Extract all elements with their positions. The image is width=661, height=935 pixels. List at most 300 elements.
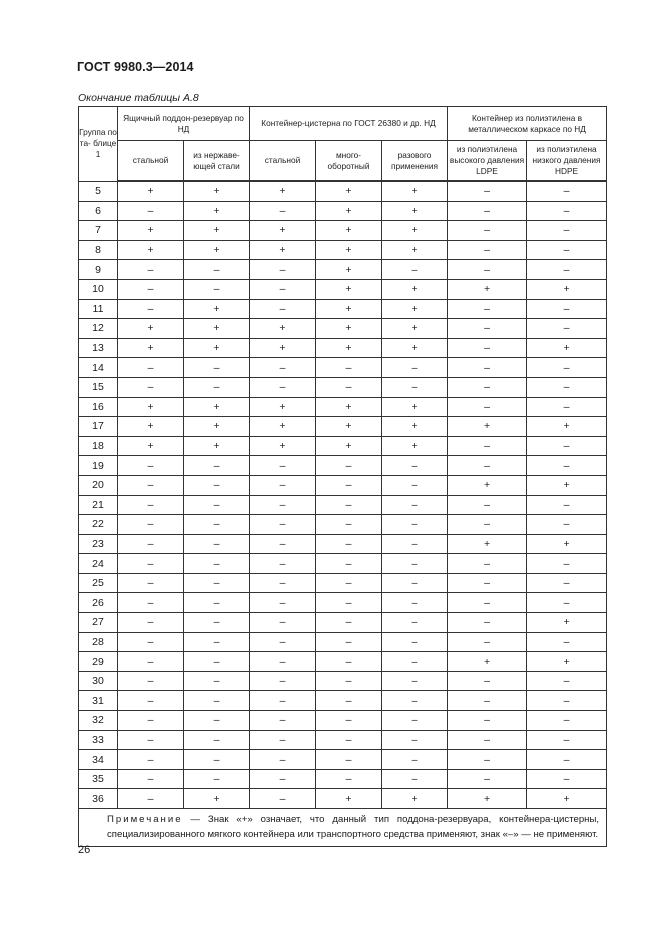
- document-title: ГОСТ 9980.3—2014: [77, 60, 194, 74]
- table-cell: –: [184, 534, 250, 554]
- table-cell: –: [250, 711, 316, 731]
- table-cell: –: [527, 632, 607, 652]
- table-cell: +: [184, 789, 250, 809]
- table-cell: –: [382, 260, 448, 280]
- group-column-header: Группа по та- блице 1: [79, 107, 118, 182]
- table-cell: –: [316, 534, 382, 554]
- table-cell: –: [448, 515, 527, 535]
- table-cell: –: [448, 613, 527, 633]
- table-cell: –: [527, 671, 607, 691]
- table-row: [79, 573, 607, 593]
- table-cell: –: [527, 358, 607, 378]
- table-cell: –: [527, 436, 607, 456]
- table-caption: Окончание таблицы А.8: [78, 92, 199, 104]
- table-cell: –: [250, 377, 316, 397]
- table-cell: –: [382, 495, 448, 515]
- table-cell: +: [448, 417, 527, 437]
- table-row: [79, 730, 607, 750]
- group-number-cell: 31: [79, 691, 118, 711]
- table-row: [79, 221, 607, 241]
- table-cell: –: [184, 730, 250, 750]
- table-cell: –: [250, 691, 316, 711]
- table-cell: –: [118, 299, 184, 319]
- table-cell: –: [448, 338, 527, 358]
- table-cell: –: [316, 671, 382, 691]
- group-number-cell: 7: [79, 221, 118, 241]
- table-cell: +: [118, 397, 184, 417]
- table-cell: +: [316, 436, 382, 456]
- table-cell: +: [250, 319, 316, 339]
- table-cell: –: [448, 240, 527, 260]
- table-cell: –: [316, 750, 382, 770]
- table-cell: –: [448, 299, 527, 319]
- table-cell: –: [382, 652, 448, 672]
- table-cell: +: [316, 338, 382, 358]
- table-cell: +: [118, 319, 184, 339]
- subheader-stainless-pallet: из нержаве- ющей стали: [184, 141, 250, 182]
- note-text: — Знак «+» означает, что данный тип поддона-резервуара, контейнера-цистерны, специализированного мягкого контейнера или транспортного средства применяют, знак «–» — не применяют.: [107, 814, 600, 840]
- table-cell: –: [448, 554, 527, 574]
- table-cell: +: [184, 181, 250, 201]
- table-cell: –: [316, 632, 382, 652]
- table-cell: –: [316, 515, 382, 535]
- table-cell: –: [527, 319, 607, 339]
- table-cell: +: [527, 789, 607, 809]
- table-cell: –: [527, 750, 607, 770]
- table-cell: –: [118, 671, 184, 691]
- table-cell: +: [448, 279, 527, 299]
- group-number-cell: 6: [79, 201, 118, 221]
- table-cell: –: [118, 711, 184, 731]
- table-cell: +: [250, 181, 316, 201]
- table-cell: –: [382, 769, 448, 789]
- table-cell: +: [184, 436, 250, 456]
- table-cell: +: [316, 201, 382, 221]
- table-cell: –: [184, 456, 250, 476]
- table-cell: –: [316, 652, 382, 672]
- table-cell: –: [118, 652, 184, 672]
- table-row: [79, 417, 607, 437]
- table-cell: –: [316, 711, 382, 731]
- table-cell: –: [118, 475, 184, 495]
- table-row: [79, 711, 607, 731]
- table-cell: –: [250, 573, 316, 593]
- table-cell: –: [527, 691, 607, 711]
- group-number-cell: 34: [79, 750, 118, 770]
- table-cell: –: [118, 593, 184, 613]
- table-cell: –: [316, 475, 382, 495]
- table-cell: –: [527, 240, 607, 260]
- table-cell: –: [382, 750, 448, 770]
- table-row: [79, 201, 607, 221]
- table-cell: +: [316, 319, 382, 339]
- table-cell: –: [527, 515, 607, 535]
- group-number-cell: 10: [79, 279, 118, 299]
- table-cell: –: [118, 613, 184, 633]
- header-row-groups: [79, 107, 607, 141]
- subheader-ldpe: из полиэтилена высокого давления LDPE: [448, 141, 527, 182]
- table-cell: –: [382, 377, 448, 397]
- table-cell: +: [250, 397, 316, 417]
- table-cell: –: [448, 319, 527, 339]
- table-row: [79, 240, 607, 260]
- table-cell: +: [250, 240, 316, 260]
- group-number-cell: 24: [79, 554, 118, 574]
- table-cell: +: [118, 436, 184, 456]
- table-cell: –: [184, 750, 250, 770]
- table-row: [79, 632, 607, 652]
- subheader-reusable-tank: много- оборотный: [316, 141, 382, 182]
- table-cell: –: [184, 632, 250, 652]
- group-number-cell: 29: [79, 652, 118, 672]
- table-row: [79, 397, 607, 417]
- table-cell: +: [382, 221, 448, 241]
- table-cell: –: [527, 377, 607, 397]
- table-cell: +: [527, 279, 607, 299]
- table-cell: –: [527, 769, 607, 789]
- table-body: [79, 181, 607, 809]
- group-number-cell: 28: [79, 632, 118, 652]
- group-number-cell: 35: [79, 769, 118, 789]
- table-row: [79, 456, 607, 476]
- table-cell: –: [448, 260, 527, 280]
- table-cell: +: [448, 789, 527, 809]
- table-cell: –: [184, 260, 250, 280]
- table-row: [79, 671, 607, 691]
- group-header-tank-container: Контейнер-цистерна по ГОСТ 26380 и др. НД: [250, 107, 448, 141]
- table-cell: –: [118, 534, 184, 554]
- table-cell: –: [448, 573, 527, 593]
- table-cell: –: [118, 456, 184, 476]
- table-cell: –: [250, 554, 316, 574]
- table-cell: –: [448, 221, 527, 241]
- group-number-cell: 16: [79, 397, 118, 417]
- table-row: [79, 769, 607, 789]
- table-cell: –: [250, 279, 316, 299]
- table-cell: –: [382, 475, 448, 495]
- group-number-cell: 5: [79, 181, 118, 201]
- table-cell: –: [118, 632, 184, 652]
- table-cell: –: [316, 593, 382, 613]
- table-cell: +: [316, 789, 382, 809]
- table-cell: +: [184, 240, 250, 260]
- table-cell: –: [527, 730, 607, 750]
- table-cell: +: [250, 221, 316, 241]
- group-number-cell: 11: [79, 299, 118, 319]
- table-row: [79, 436, 607, 456]
- table-cell: –: [118, 750, 184, 770]
- table-cell: +: [184, 417, 250, 437]
- group-number-cell: 18: [79, 436, 118, 456]
- table-row: [79, 534, 607, 554]
- table-cell: +: [316, 221, 382, 241]
- table-cell: +: [316, 240, 382, 260]
- group-number-cell: 30: [79, 671, 118, 691]
- table-row: [79, 475, 607, 495]
- compatibility-table: [78, 106, 607, 847]
- table-cell: +: [527, 338, 607, 358]
- table-row: [79, 377, 607, 397]
- table-cell: –: [448, 730, 527, 750]
- group-number-cell: 20: [79, 475, 118, 495]
- table-cell: –: [250, 515, 316, 535]
- table-cell: +: [448, 652, 527, 672]
- table-cell: +: [382, 436, 448, 456]
- table-cell: –: [250, 750, 316, 770]
- table-cell: –: [382, 632, 448, 652]
- note-row: [79, 809, 607, 847]
- table-cell: –: [527, 201, 607, 221]
- table-cell: –: [527, 299, 607, 319]
- table-cell: –: [448, 495, 527, 515]
- table-cell: +: [382, 299, 448, 319]
- table-cell: +: [250, 436, 316, 456]
- table-cell: –: [184, 769, 250, 789]
- table-cell: –: [316, 456, 382, 476]
- table-cell: –: [448, 201, 527, 221]
- table-row: [79, 279, 607, 299]
- table-cell: +: [382, 319, 448, 339]
- group-number-cell: 26: [79, 593, 118, 613]
- table-cell: –: [250, 260, 316, 280]
- table-row: [79, 593, 607, 613]
- table-cell: –: [250, 358, 316, 378]
- table-cell: +: [382, 338, 448, 358]
- table-cell: –: [382, 534, 448, 554]
- table-row: [79, 495, 607, 515]
- table-row: [79, 554, 607, 574]
- table-cell: +: [382, 397, 448, 417]
- table-cell: –: [118, 769, 184, 789]
- table-cell: –: [448, 711, 527, 731]
- table-cell: –: [118, 495, 184, 515]
- table-cell: +: [184, 201, 250, 221]
- table-row: [79, 515, 607, 535]
- table-cell: –: [527, 221, 607, 241]
- table-cell: –: [184, 671, 250, 691]
- table-cell: –: [250, 730, 316, 750]
- table-cell: +: [118, 417, 184, 437]
- table-cell: –: [448, 769, 527, 789]
- table-cell: –: [118, 554, 184, 574]
- table-cell: +: [382, 201, 448, 221]
- table-cell: –: [316, 730, 382, 750]
- table-cell: –: [382, 593, 448, 613]
- table-row: [79, 652, 607, 672]
- group-number-cell: 23: [79, 534, 118, 554]
- table-cell: –: [382, 456, 448, 476]
- table-cell: +: [382, 417, 448, 437]
- table-cell: +: [184, 338, 250, 358]
- table-cell: –: [316, 377, 382, 397]
- table-cell: –: [184, 515, 250, 535]
- table-cell: +: [527, 534, 607, 554]
- table-cell: –: [448, 750, 527, 770]
- subheader-steel-tank: стальной: [250, 141, 316, 182]
- group-header-polyethylene-container: Контейнер из полиэтилена в металлическом каркасе по НД: [448, 107, 607, 141]
- table-cell: +: [250, 338, 316, 358]
- table-cell: +: [382, 240, 448, 260]
- table-cell: –: [118, 377, 184, 397]
- table-cell: –: [527, 181, 607, 201]
- table-row: [79, 181, 607, 201]
- table-row: [79, 338, 607, 358]
- table-cell: –: [118, 358, 184, 378]
- table-cell: +: [118, 240, 184, 260]
- table-cell: –: [448, 397, 527, 417]
- table-cell: –: [448, 593, 527, 613]
- group-header-pallet-tank: Ящичный поддон-резервуар по НД: [118, 107, 250, 141]
- table-row: [79, 319, 607, 339]
- table-cell: –: [184, 573, 250, 593]
- table-cell: –: [184, 475, 250, 495]
- table-cell: –: [316, 554, 382, 574]
- table-cell: –: [118, 691, 184, 711]
- header-row-subtypes: [79, 141, 607, 182]
- table-cell: –: [527, 397, 607, 417]
- note-label: Примечание: [107, 814, 183, 825]
- group-number-cell: 14: [79, 358, 118, 378]
- group-number-cell: 8: [79, 240, 118, 260]
- table-row: [79, 613, 607, 633]
- table-cell: –: [184, 593, 250, 613]
- table-cell: –: [448, 358, 527, 378]
- group-number-cell: 15: [79, 377, 118, 397]
- table-cell: +: [382, 789, 448, 809]
- table-cell: +: [527, 417, 607, 437]
- table-cell: –: [250, 201, 316, 221]
- table-cell: +: [448, 534, 527, 554]
- table-cell: +: [527, 652, 607, 672]
- table-cell: +: [316, 260, 382, 280]
- table-cell: –: [184, 377, 250, 397]
- table-cell: –: [250, 593, 316, 613]
- table-cell: +: [316, 397, 382, 417]
- table-cell: +: [316, 417, 382, 437]
- table-cell: –: [527, 260, 607, 280]
- table-cell: +: [184, 397, 250, 417]
- group-number-cell: 13: [79, 338, 118, 358]
- table-cell: –: [448, 377, 527, 397]
- table-cell: –: [382, 554, 448, 574]
- table-cell: –: [250, 299, 316, 319]
- page-number: 26: [78, 844, 91, 856]
- table-cell: +: [316, 279, 382, 299]
- table-note: [79, 809, 607, 847]
- table-cell: +: [382, 181, 448, 201]
- table-cell: –: [118, 201, 184, 221]
- table-cell: –: [184, 711, 250, 731]
- table-cell: –: [184, 358, 250, 378]
- table-cell: –: [527, 573, 607, 593]
- table-cell: –: [184, 613, 250, 633]
- table-cell: –: [250, 534, 316, 554]
- table-cell: +: [118, 221, 184, 241]
- table-cell: –: [316, 358, 382, 378]
- table-cell: +: [527, 613, 607, 633]
- group-number-cell: 9: [79, 260, 118, 280]
- subheader-steel-pallet: стальной: [118, 141, 184, 182]
- group-number-cell: 19: [79, 456, 118, 476]
- table-cell: –: [118, 260, 184, 280]
- table-cell: –: [448, 632, 527, 652]
- table-cell: –: [250, 652, 316, 672]
- table-cell: –: [184, 554, 250, 574]
- table-row: [79, 750, 607, 770]
- group-number-cell: 21: [79, 495, 118, 515]
- table-row: [79, 358, 607, 378]
- table-cell: –: [527, 495, 607, 515]
- table-cell: –: [250, 613, 316, 633]
- group-number-cell: 33: [79, 730, 118, 750]
- table-cell: –: [118, 515, 184, 535]
- table-cell: –: [250, 789, 316, 809]
- table-cell: +: [118, 338, 184, 358]
- table-cell: –: [527, 554, 607, 574]
- table-cell: –: [316, 613, 382, 633]
- table-cell: –: [316, 691, 382, 711]
- table-cell: –: [250, 671, 316, 691]
- table-cell: –: [448, 436, 527, 456]
- subheader-hdpe: из полиэтилена низкого давления HDPE: [527, 141, 607, 182]
- table-cell: –: [527, 593, 607, 613]
- table-cell: –: [382, 515, 448, 535]
- table-cell: –: [250, 475, 316, 495]
- table-cell: +: [527, 475, 607, 495]
- table-cell: –: [118, 730, 184, 750]
- table-cell: –: [118, 789, 184, 809]
- group-number-cell: 17: [79, 417, 118, 437]
- table-row: [79, 299, 607, 319]
- group-number-cell: 25: [79, 573, 118, 593]
- table-cell: –: [382, 671, 448, 691]
- table-cell: +: [184, 299, 250, 319]
- table-cell: –: [250, 632, 316, 652]
- table-cell: –: [527, 711, 607, 731]
- table-cell: –: [184, 691, 250, 711]
- table-cell: +: [184, 221, 250, 241]
- table-cell: –: [184, 652, 250, 672]
- table-cell: –: [382, 711, 448, 731]
- table-cell: –: [382, 358, 448, 378]
- table-row: [79, 691, 607, 711]
- table-cell: –: [527, 456, 607, 476]
- table-row: [79, 260, 607, 280]
- table-cell: –: [382, 730, 448, 750]
- table-cell: –: [250, 769, 316, 789]
- table-cell: +: [382, 279, 448, 299]
- group-number-cell: 36: [79, 789, 118, 809]
- table-cell: –: [316, 769, 382, 789]
- table-cell: –: [382, 573, 448, 593]
- table-cell: –: [118, 573, 184, 593]
- table-cell: –: [316, 495, 382, 515]
- table-cell: +: [316, 181, 382, 201]
- table-cell: –: [250, 456, 316, 476]
- table-cell: +: [184, 319, 250, 339]
- subheader-single-use-tank: разового применения: [382, 141, 448, 182]
- group-number-cell: 32: [79, 711, 118, 731]
- table-row: [79, 789, 607, 809]
- table-cell: –: [448, 671, 527, 691]
- table-cell: –: [382, 691, 448, 711]
- table-cell: +: [118, 181, 184, 201]
- table-cell: +: [448, 475, 527, 495]
- table-cell: –: [382, 613, 448, 633]
- group-number-cell: 22: [79, 515, 118, 535]
- table-cell: –: [316, 573, 382, 593]
- table-cell: –: [448, 691, 527, 711]
